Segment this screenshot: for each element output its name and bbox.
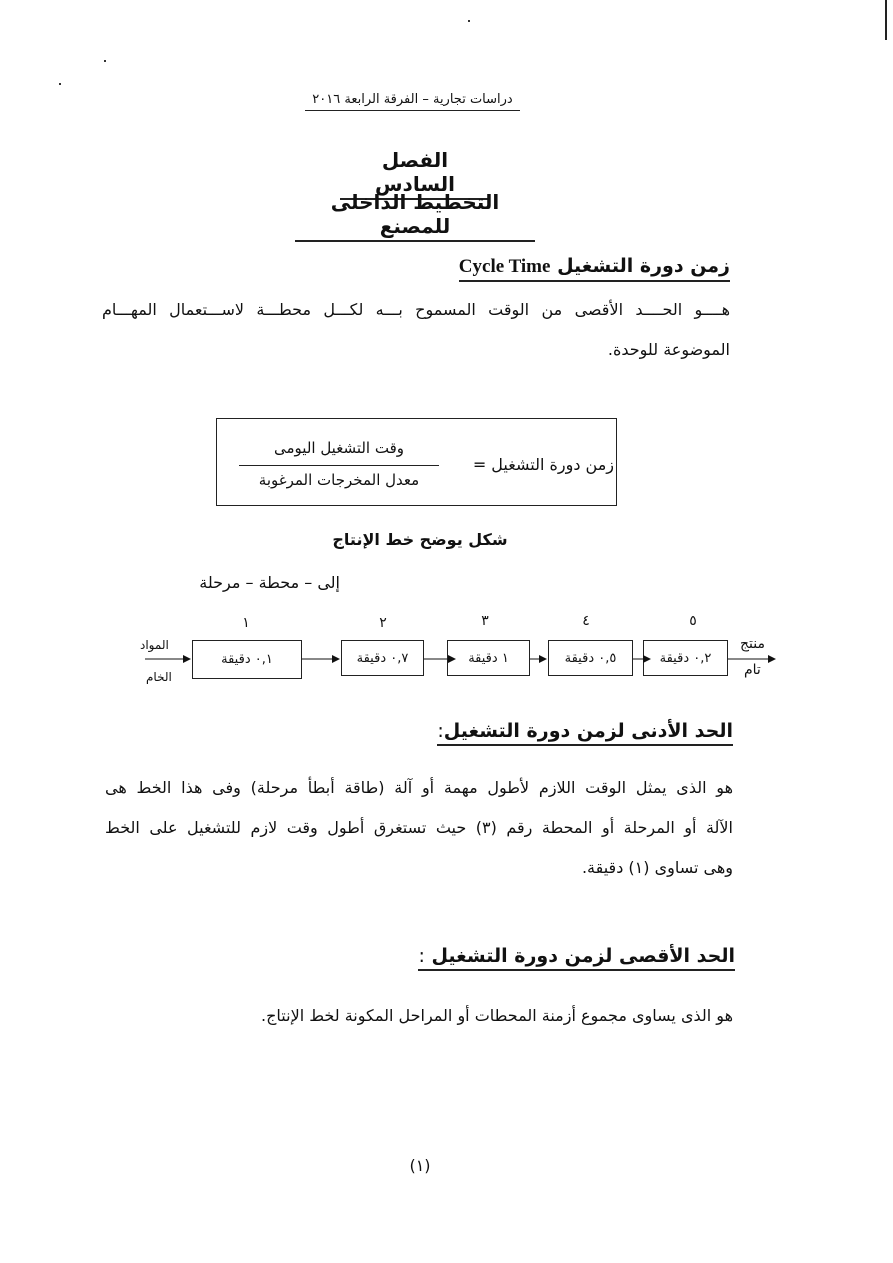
heading-text: الحد الأقصى لزمن دورة التشغيل — [431, 945, 735, 967]
station-number: ٤ — [582, 613, 590, 629]
station-number: ٢ — [379, 615, 387, 631]
min-cycle-definition — [105, 768, 733, 888]
formula-denominator: معدل المخرجات المرغوبة — [258, 471, 420, 489]
paragraph-line: هــــو الحــــد الأقصى من الوقت المسموح بـــه لكـــل محطـــة لاســـتعمال المهـــام — [102, 300, 730, 319]
station-box: ١ دقيقة — [447, 640, 530, 676]
chapter-subtitle: التخطيط الداخلى للمصنع — [295, 190, 535, 242]
station-box: ٠,٧ دقيقة — [341, 640, 424, 676]
section-max-cycle-heading — [418, 945, 735, 971]
station-number: ١ — [242, 615, 250, 631]
paragraph-line: الآلة أو المرحلة أو المحطة رقم (٣) حيث تستغرق أطول وقت لازم للتشغيل على الخط — [105, 818, 733, 837]
output-label-product: منتج — [740, 636, 765, 652]
formula-numerator: وقت التشغيل اليومى — [274, 439, 404, 457]
station-number: ٣ — [481, 613, 489, 629]
station-number: ٥ — [689, 613, 697, 629]
output-label-finished: تام — [744, 662, 761, 678]
input-label-raw: الخام — [146, 670, 172, 684]
heading-colon: : — [418, 945, 425, 967]
paragraph-line: وهى تساوى (١) دقيقة. — [581, 858, 733, 877]
paragraph-line: الموضوعة للوحدة. — [607, 340, 730, 359]
input-label-materials: المواد — [140, 638, 169, 652]
formula-lhs: زمن دورة التشغيل = — [472, 455, 614, 474]
figure-legend: إلى – محطة – مرحلة — [199, 573, 340, 592]
station-box: ٠,٥ دقيقة — [548, 640, 633, 676]
heading-english: Cycle Time — [458, 256, 551, 277]
chapter-title: الفصل السادس — [340, 148, 490, 200]
page-header: دراسات تجارية – الفرقة الرابعة ٢٠١٦ — [305, 92, 520, 111]
heading-colon: : — [437, 720, 444, 742]
heading-text: الحد الأدنى لزمن دورة التشغيل — [443, 720, 733, 742]
figure-title: شكل يوضح خط الإنتاج — [332, 530, 508, 549]
station-box: ٠,٢ دقيقة — [643, 640, 728, 676]
page-number: (١) — [409, 1156, 431, 1175]
section-min-cycle-heading — [437, 720, 733, 746]
max-cycle-definition — [105, 996, 733, 1036]
paragraph-line: هو الذى يساوى مجموع أزمنة المحطات أو المراحل المكونة لخط الإنتاج. — [261, 1006, 733, 1025]
heading-arabic: زمن دورة التشغيل — [557, 255, 730, 277]
paragraph-line: هو الذى يمثل الوقت اللازم لأطول مهمة أو آلة (طاقة أبطأ مرحلة) وفى هذا الخط هى — [105, 778, 733, 797]
station-box: ٠,١ دقيقة — [192, 640, 302, 679]
